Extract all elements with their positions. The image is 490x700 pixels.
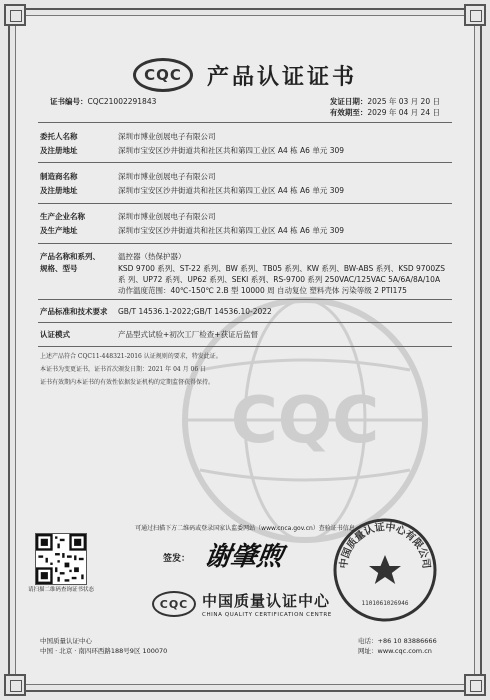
footer-contact-block bbox=[358, 636, 437, 656]
field-label: 认证模式 bbox=[40, 330, 70, 339]
seal-text: 中国质量认证中心有限公司 bbox=[338, 522, 432, 570]
field-value: 温控器（热保护器） bbox=[118, 252, 186, 261]
divider bbox=[38, 122, 452, 123]
issue-date: 2025 年 03 月 20 日 bbox=[367, 97, 440, 106]
certificate-title: 产品认证证书 bbox=[206, 63, 357, 90]
valid-date-label: 有效期至： bbox=[329, 108, 368, 117]
cert-number-block bbox=[50, 96, 156, 107]
seal-number: 1101061026946 bbox=[361, 600, 409, 607]
cqc-logo: CQC bbox=[133, 58, 193, 92]
issuer-block bbox=[152, 590, 332, 618]
cqc-logo: CQC bbox=[152, 591, 196, 617]
note-line: 上述产品符合 CQC11-448321-2016 认证规则的要求，特发此证。 bbox=[40, 353, 222, 360]
phone-label: 电话： bbox=[358, 637, 378, 645]
valid-date: 2029 年 04 月 24 日 bbox=[367, 108, 440, 117]
divider bbox=[38, 243, 452, 244]
field-value: GB/T 14536.1-2022;GB/T 14536.10-2022 bbox=[118, 307, 272, 316]
corner-ornament bbox=[464, 674, 486, 696]
issuer-name-cn: 中国质量认证中心 bbox=[202, 592, 331, 610]
footer-address: 中国 · 北京 · 南四环西路188号9区 100070 bbox=[40, 647, 168, 655]
issuer-name-en: CHINA QUALITY CERTIFICATION CENTRE bbox=[202, 612, 332, 618]
field-label: 制造商名称 bbox=[40, 172, 78, 181]
sign-label: 签发： bbox=[163, 554, 191, 564]
cert-number-label: 证书编号： bbox=[50, 97, 88, 106]
official-seal bbox=[330, 515, 440, 625]
certificate-header bbox=[0, 58, 490, 92]
field-value: 深圳市宝安区沙井街道共和社区共和第四工业区 A4 栋 A6 单元 309 bbox=[118, 186, 345, 195]
field-label: 产品标准和技术要求 bbox=[40, 307, 108, 316]
web-label: 网址： bbox=[358, 647, 378, 655]
cert-number: CQC21002291843 bbox=[87, 97, 157, 106]
field-value: 产品型式试验+初次工厂检查+获证后监督 bbox=[118, 330, 259, 339]
corner-ornament bbox=[4, 4, 26, 26]
corner-ornament bbox=[4, 674, 26, 696]
field-label: 及注册地址 bbox=[40, 186, 78, 195]
field-value: 深圳市博业创展电子有限公司 bbox=[118, 212, 216, 221]
footer-org-name: 中国质量认证中心 bbox=[40, 637, 92, 645]
field-value: 深圳市博业创展电子有限公司 bbox=[118, 132, 216, 141]
field-label: 生产企业名称 bbox=[40, 212, 85, 221]
field-value: 深圳市宝安区沙井街道共和社区共和第四工业区 A4 栋 A6 单元 309 bbox=[118, 226, 345, 235]
divider bbox=[38, 203, 452, 204]
field-label: 规格、型号 bbox=[40, 264, 78, 273]
scan-tip: 可通过扫描下方二维码或登录国家认监委网站（www.cnca.gov.cn）查验证书信息 bbox=[135, 525, 355, 532]
divider bbox=[38, 299, 452, 300]
svg-text:CQC: CQC bbox=[230, 384, 380, 458]
note-line: 证书有效期内本证书的有效性依据发证机构的定期监督获得保持。 bbox=[40, 379, 215, 386]
field-label: 委托人名称 bbox=[40, 132, 78, 141]
qr-caption: 请扫描二维码查询证书状态 bbox=[27, 587, 94, 593]
corner-ornament bbox=[464, 4, 486, 26]
note-line: 本证书为变更证书，证书首次颁发日期：2021 年 04 月 06 日 bbox=[40, 366, 207, 373]
website-link[interactable]: www.cqc.com.cn bbox=[377, 647, 432, 655]
divider bbox=[38, 346, 452, 347]
star-icon bbox=[369, 555, 401, 584]
field-label: 及注册地址 bbox=[40, 146, 78, 155]
divider bbox=[38, 162, 452, 163]
qr-code[interactable] bbox=[35, 533, 87, 585]
divider bbox=[38, 322, 452, 323]
field-label: 及生产地址 bbox=[40, 226, 78, 235]
dates-block bbox=[330, 96, 440, 118]
issue-date-label: 发证日期： bbox=[329, 97, 368, 106]
footer-address-block bbox=[40, 636, 167, 656]
field-value: 深圳市博业创展电子有限公司 bbox=[118, 172, 216, 181]
signature: 谢肇煦 bbox=[202, 542, 285, 572]
phone-number: +86 10 83886666 bbox=[377, 637, 437, 645]
field-value: KSD 9700 系列、ST-22 系列、BW 系列、TB05 系列、KW 系列、BW-ABS 系列、KSD 9700ZS 系 列、UP72 系列、UP62 系列、SEKI 系列、RS-9700 系列 250VAC/125VAC 5A/6A/8A/10A 动作温度范围：40℃-150℃ 2.B 型 10000 周 自动复位 塑料壳体 污染等级 2 PTI175 bbox=[118, 264, 446, 295]
field-label: 产品名称和系列、 bbox=[40, 252, 100, 261]
field-value: 深圳市宝安区沙井街道共和社区共和第四工业区 A4 栋 A6 单元 309 bbox=[118, 146, 345, 155]
